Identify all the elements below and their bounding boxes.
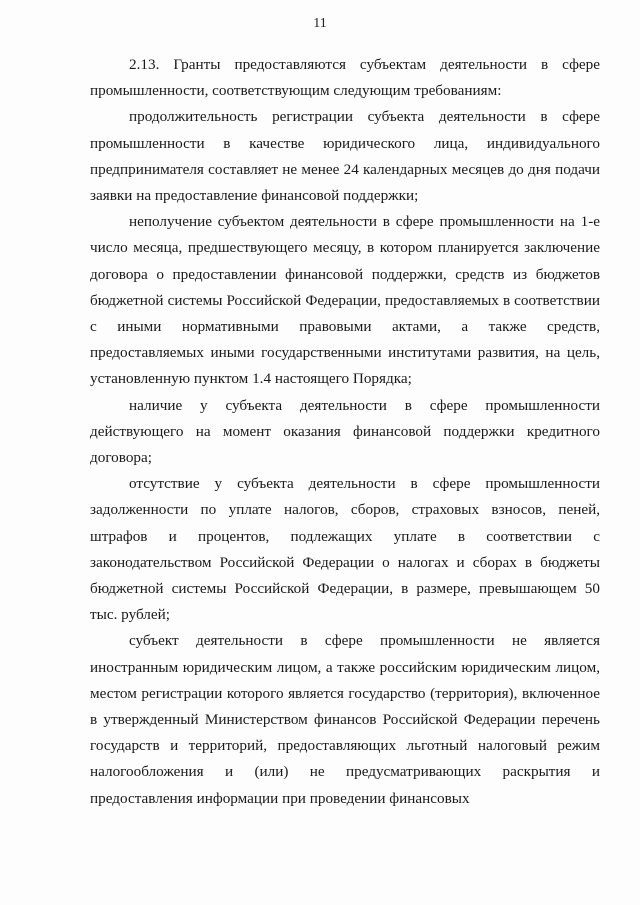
paragraph-2-13: 2.13. Гранты предоставляются субъектам деятельности в сфере промышленности, соответствующим следующим требованиям: [90, 56, 600, 100]
paragraph-no-budget-funds: неполучение субъектом деятельности в сфере промышленности на 1-е число месяца, предшествующего месяцу, в котором планируется заключение договора о предоставлении финансовой поддержки, средств из бюджетов бюджетной системы Российской Федерации, предоставляемых в соответствии с иными нормативными правовыми актами, а также средств, предоставляемых иными государственными институтами развития, на цель, установленную пунктом 1.4 настоящего Порядка; [90, 213, 600, 388]
paragraph-not-foreign-entity: субъект деятельности в сфере промышленности не является иностранным юридическим лицом, а также российским юридическим лицом, местом регистрации которого является государство (территория), включенное в утвержденный Министерством финансов Российской Федерации перечень государств и территорий, предоставляющих льготный налоговый режим налогообложения и (или) не предусматривающих раскрытия и предоставления информации при проведении финансовых [90, 632, 600, 807]
document-body [90, 52, 600, 812]
paragraph-no-tax-debt: отсутствие у субъекта деятельности в сфере промышленности задолженности по уплате налогов, сборов, страховых взносов, пеней, штрафов и процентов, подлежащих уплате в соответствии с законодательством Российской Федерации о налогах и сборах в бюджеты бюджетной системы Российской Федерации, в размере, превышающем 50 тыс. рублей; [90, 475, 600, 624]
paragraph-registration-duration: продолжительность регистрации субъекта деятельности в сфере промышленности в качестве юридического лица, индивидуального предпринимателя составляет не менее 24 календарных месяцев до дня подачи заявки на предоставление финансовой поддержки; [90, 108, 600, 205]
page-number: 11 [313, 16, 327, 31]
paragraph-credit-agreement: наличие у субъекта деятельности в сфере промышленности действующего на момент оказания финансовой поддержки кредитного договора; [90, 396, 600, 467]
